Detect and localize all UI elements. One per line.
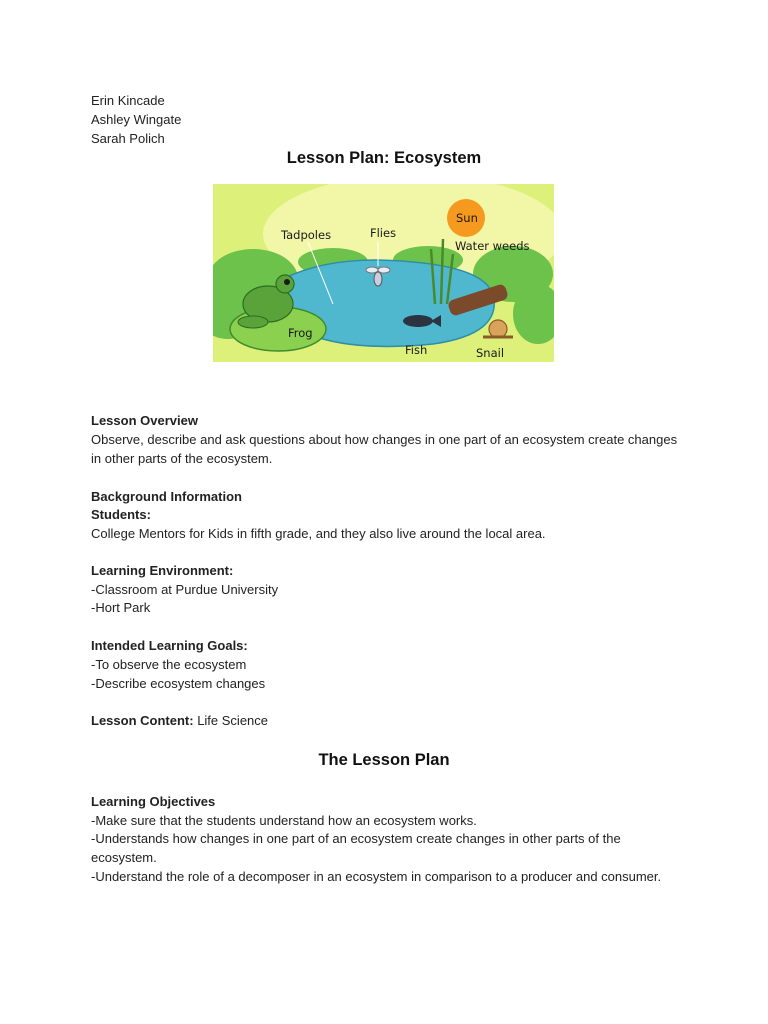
goals-heading: Intended Learning Goals: <box>91 638 248 653</box>
lesson-overview-text: Observe, describe and ask questions about how changes in one part of an ecosystem create changes in other parts of the ecosystem. <box>91 432 678 466</box>
lesson-overview-heading: Lesson Overview <box>91 413 198 428</box>
students-subheading: Students: <box>91 507 151 522</box>
label-fish: Fish <box>405 343 428 357</box>
page-title: Lesson Plan: Ecosystem <box>286 149 482 167</box>
label-sun: Sun <box>456 211 478 225</box>
label-water-weeds: Water weeds <box>455 239 530 253</box>
objectives-item: -Understand the role of a decomposer in an ecosystem in comparison to a producer and consumer. <box>91 869 662 884</box>
goals-item: -To observe the ecosystem <box>91 657 247 672</box>
author-name: Sarah Polich <box>91 131 165 146</box>
lesson-content-line <box>91 711 268 730</box>
section-title: The Lesson Plan <box>318 751 450 769</box>
environment-item: -Classroom at Purdue University <box>91 582 279 597</box>
objectives-item: -Make sure that the students understand how an ecosystem works. <box>91 813 477 828</box>
lesson-content-label: Lesson Content: <box>91 713 194 728</box>
students-text: College Mentors for Kids in fifth grade, and they also live around the local area. <box>91 526 546 541</box>
ecosystem-illustration <box>213 184 554 362</box>
background-heading: Background Information <box>91 489 242 504</box>
objectives-item: -Understands how changes in one part of an ecosystem create changes in other parts of the ecosystem. <box>91 831 621 865</box>
author-name: Ashley Wingate <box>91 112 182 127</box>
label-snail: Snail <box>476 346 505 360</box>
author-name: Erin Kincade <box>91 93 165 108</box>
label-flies: Flies <box>370 226 397 240</box>
goals-item: -Describe ecosystem changes <box>91 676 266 691</box>
label-frog: Frog <box>288 326 313 340</box>
label-tadpoles: Tadpoles <box>281 228 332 242</box>
environment-heading: Learning Environment: <box>91 563 234 578</box>
environment-item: -Hort Park <box>91 600 151 615</box>
lesson-content-value: Life Science <box>197 713 269 728</box>
objectives-heading: Learning Objectives <box>91 794 216 809</box>
